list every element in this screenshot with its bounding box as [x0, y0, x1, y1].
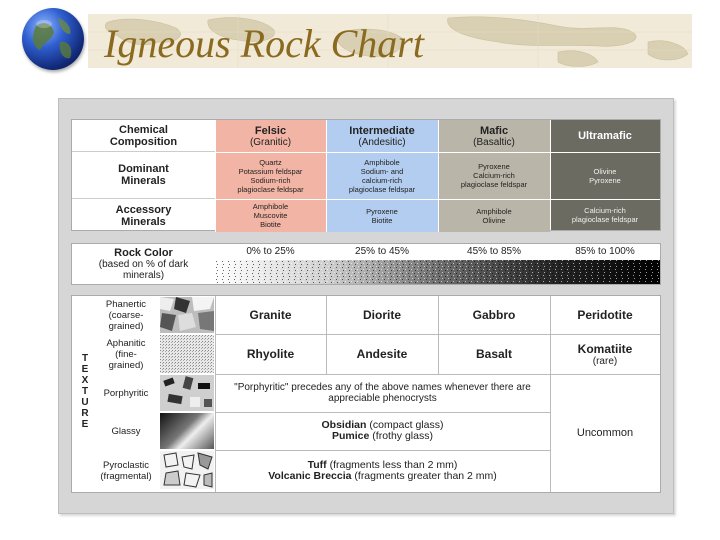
- rock-komatiite-note: (rare): [592, 355, 618, 367]
- felsic-accessory: Amphibole Muscovite Biotite: [252, 202, 289, 229]
- intermediate-header: [326, 120, 438, 152]
- porphyritic-note: "Porphyritic" precedes any of the above names whenever there are appreciable phenocrysts: [234, 382, 531, 404]
- rock-color-sub: (based on % of dark minerals): [98, 259, 189, 281]
- rock-color-range-2: 25% to 45%: [355, 246, 409, 257]
- rock-obsidian: Obsidian: [321, 419, 367, 431]
- ultramafic-uncommon: Uncommon: [576, 426, 634, 439]
- felsic-dominant: Quartz Potassium feldspar Sodium-rich plagioclase feldspar: [237, 157, 304, 194]
- texture-label-aphanitic: Aphanitic (fine- grained): [106, 337, 146, 371]
- texture-label-phanertic: Phanertic (coarse- grained): [105, 298, 147, 332]
- intermediate-name: Intermediate: [349, 124, 415, 137]
- mafic-dominant: Pyroxene Calcium-rich plagioclase feldspar: [460, 162, 528, 189]
- rock-gabbro: Gabbro: [472, 308, 516, 322]
- row-divider: [215, 152, 660, 153]
- rock-granite: Granite: [249, 308, 292, 322]
- felsic-name: Felsic: [254, 124, 287, 137]
- composition-table: [71, 119, 661, 231]
- grid-line: [215, 374, 660, 375]
- mafic-name: Mafic: [479, 124, 509, 137]
- rock-volcanic-breccia: Volcanic Breccia: [268, 470, 352, 482]
- row-label-chemical-composition: Chemical Composition: [72, 120, 215, 152]
- rock-komatiite: Komatiite: [577, 341, 633, 356]
- texture-label-porphyritic: Porphyritic: [103, 387, 149, 399]
- texture-table: [71, 295, 661, 493]
- texture-label-glassy: Glassy: [111, 425, 141, 437]
- breccia-note: (fragments greater than 2 mm): [351, 470, 497, 482]
- tuff-note: (fragments less than 2 mm): [326, 459, 458, 471]
- texture-label-pyroclastic: Pyroclastic (fragmental): [100, 460, 152, 482]
- phanertic-sample-image: [160, 297, 214, 333]
- rock-color-range-3: 45% to 85%: [467, 246, 521, 257]
- glassy-line-2: [332, 431, 433, 442]
- pyroclastic-sample-image: [160, 451, 214, 489]
- intermediate-accessory: Pyroxene Biotite: [366, 206, 398, 225]
- glassy-sample-image: [160, 413, 214, 449]
- slide-title: Igneous Rock Chart: [104, 21, 424, 66]
- rock-color-gradient-bar: [215, 260, 660, 284]
- rock-andesite: Andesite: [356, 347, 408, 361]
- pyroclastic-description: [215, 450, 550, 492]
- rock-color-label: [72, 244, 215, 284]
- mafic-sub: (Basaltic): [473, 136, 515, 148]
- ultramafic-header: Ultramafic: [578, 130, 632, 142]
- ultramafic-dominant: Olivine Pyroxene: [589, 166, 621, 185]
- texture-side-label: [78, 336, 92, 446]
- pyroclastic-line-2: [268, 471, 497, 482]
- row-label-dominant-minerals: Dominant Minerals: [72, 152, 215, 199]
- aphanitic-sample-image: [160, 335, 214, 373]
- rock-pumice: Pumice: [332, 430, 370, 442]
- grid-line: [326, 296, 327, 374]
- globe-icon: [22, 8, 84, 70]
- row-label-accessory-minerals: Accessory Minerals: [115, 203, 172, 228]
- mafic-header: [438, 120, 550, 152]
- grid-line: [215, 450, 550, 451]
- rock-tuff: Tuff: [307, 459, 327, 471]
- glassy-description: [215, 412, 550, 450]
- rock-color-range-4: 85% to 100%: [575, 246, 635, 257]
- rock-diorite: Diorite: [362, 308, 401, 322]
- rock-rhyolite: Rhyolite: [246, 347, 295, 361]
- felsic-sub: (Granitic): [249, 136, 292, 148]
- rock-color-table: [71, 243, 661, 285]
- grid-line: [550, 296, 551, 492]
- porphyritic-sample-image: [160, 375, 214, 411]
- ultramafic-accessory: Calcium-rich plagioclase feldspar: [571, 205, 639, 224]
- pumice-note: (frothy glass): [369, 430, 433, 442]
- grid-line: [215, 412, 550, 413]
- texture-side-text: TEXTURE: [81, 352, 89, 430]
- grid-line: [215, 296, 216, 492]
- rock-color-range-1: 0% to 25%: [246, 246, 295, 257]
- rock-komatiite-cell: [550, 334, 660, 374]
- igneous-rock-chart: [58, 98, 674, 514]
- felsic-header: [215, 120, 326, 152]
- intermediate-dominant: Amphibole Sodium- and calcium-rich plagioclase feldspar: [348, 157, 416, 194]
- rock-peridotite: Peridotite: [577, 308, 633, 322]
- grid-line: [438, 296, 439, 374]
- rock-basalt: Basalt: [475, 347, 513, 361]
- grid-line: [215, 334, 660, 335]
- obsidian-note: (compact glass): [366, 419, 444, 431]
- row-divider: [215, 199, 660, 200]
- mafic-accessory: Amphibole Olivine: [476, 206, 512, 225]
- rock-color-title: Rock Color: [114, 247, 173, 259]
- intermediate-sub: (Andesitic): [358, 136, 406, 148]
